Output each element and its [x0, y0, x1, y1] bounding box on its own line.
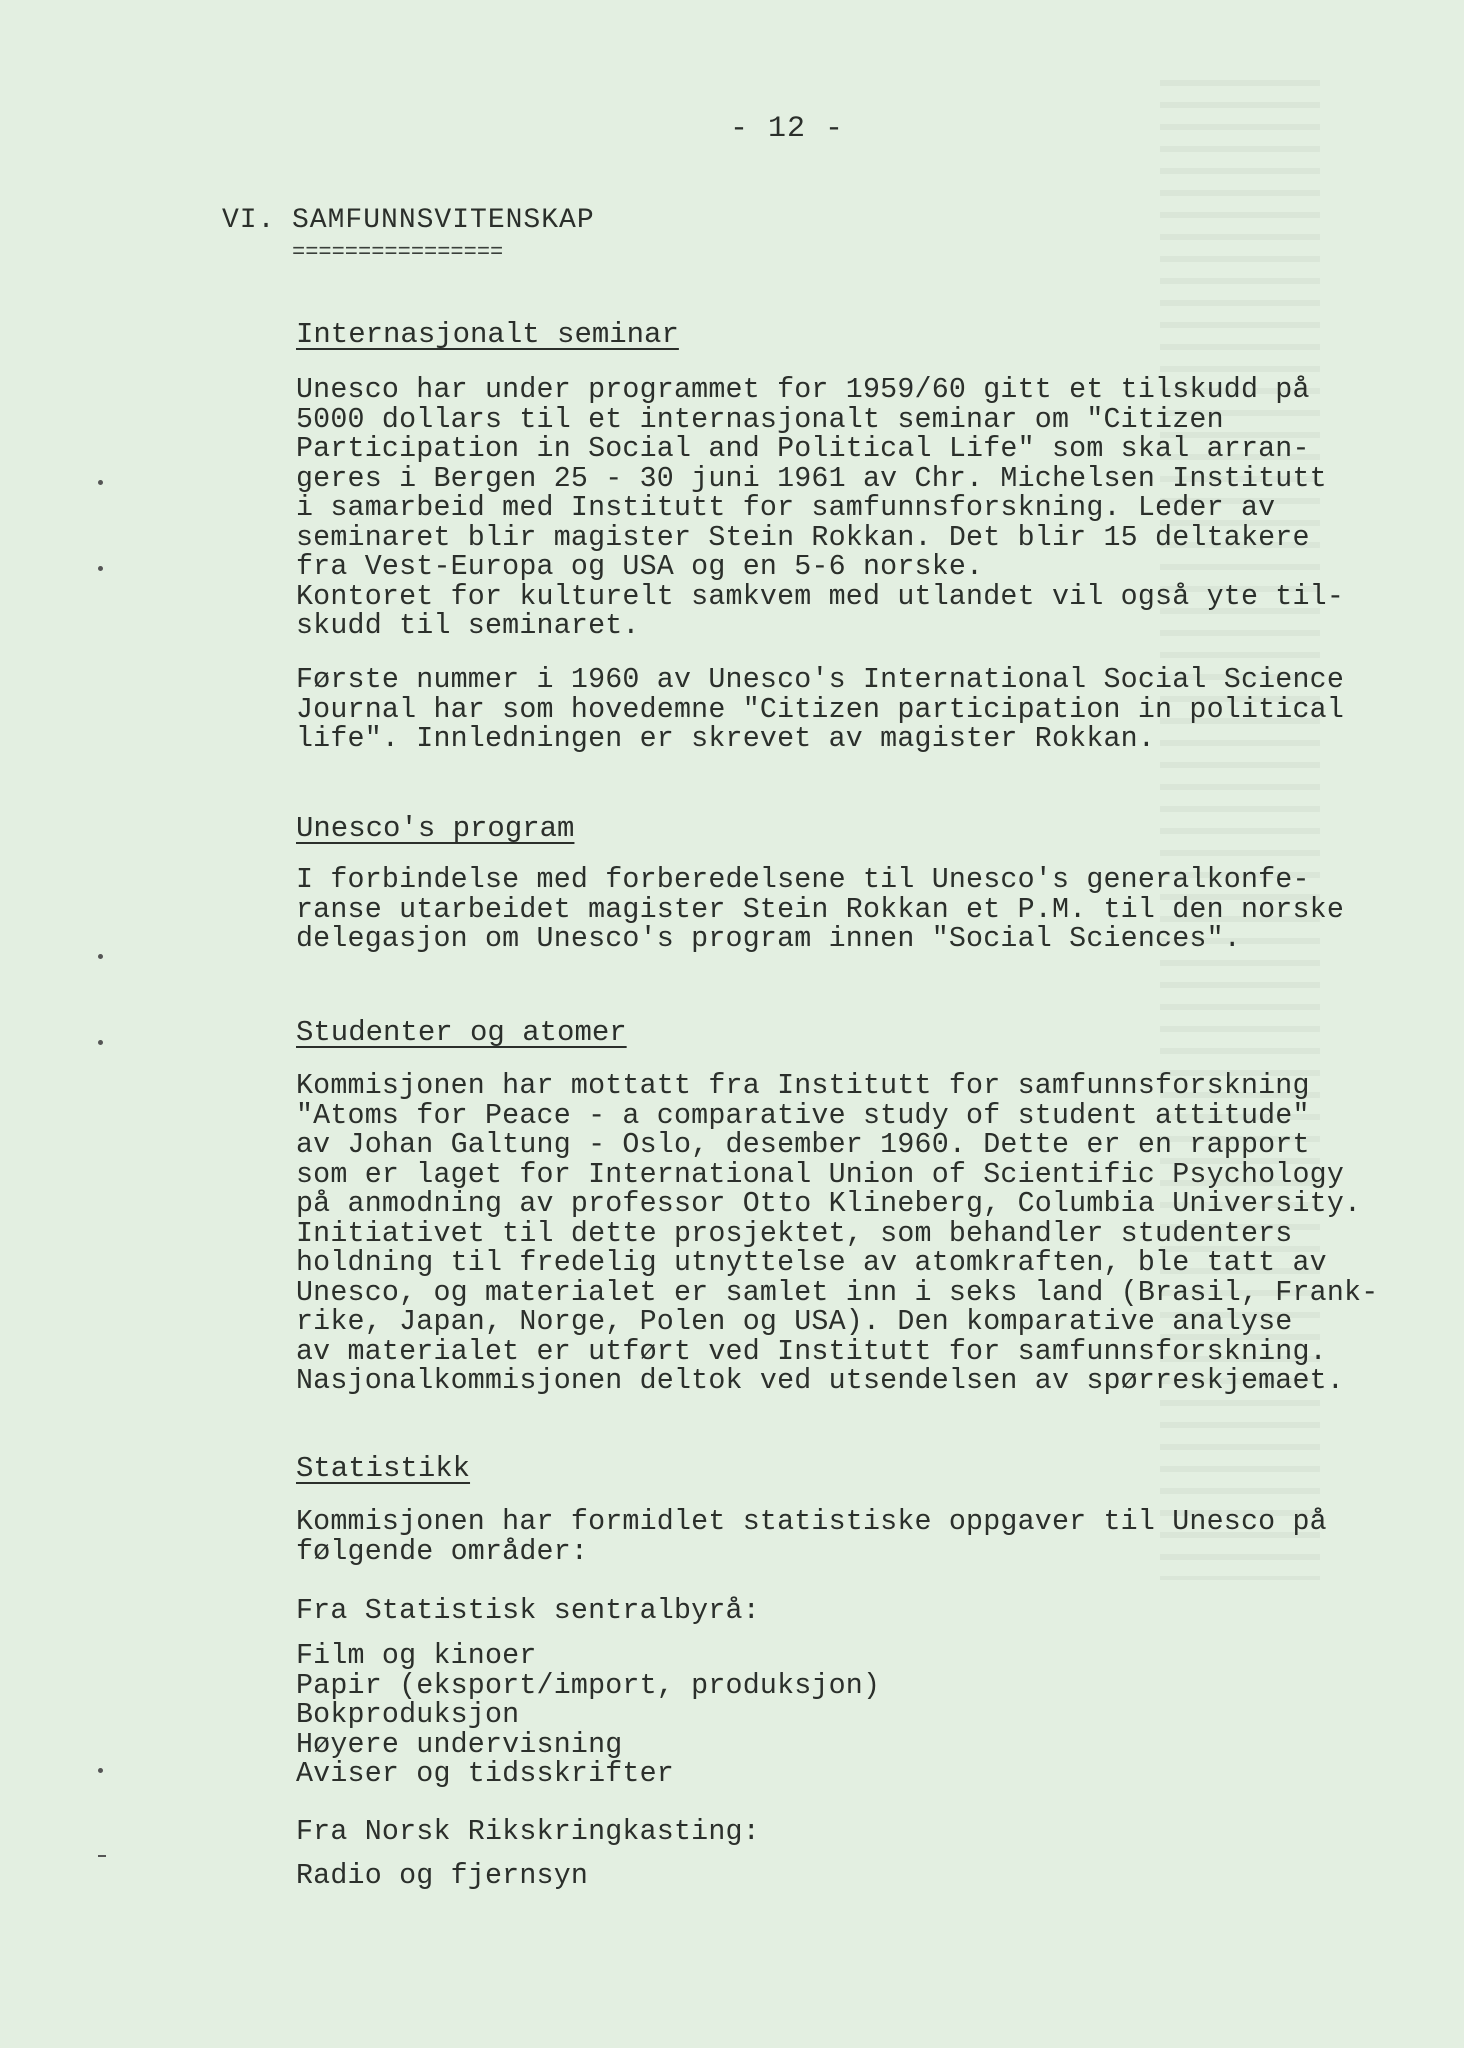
paragraph-seminar: Unesco har under programmet for 1959/60 gitt et tilskudd på 5000 dollars til et internasjonalt seminar om "Citizen Participation in Social and Political Life" som skal arran- geres i Bergen 25 - 30 juni 1961 av Chr. Michelsen Institutt i samarbeid med Institutt for samfunnsforskning. Leder av seminaret blir magister Stein Rokkan. Det blir 15 deltakere fra Vest-Europa og USA og en 5-6 norske. Kontoret for kulturelt samkvem med utlandet vil også yte til- skudd til seminaret.	[296, 374, 1345, 642]
chapter-underline: ================	[292, 240, 504, 265]
paragraph-journal: Første nummer i 1960 av Unesco's International Social Science Journal har som hovedemne "Citizen participation in political life". Innledningen er skrevet av magister Rokkan.	[296, 664, 1345, 755]
margin-mark	[98, 1855, 106, 1857]
section-heading-internasjonalt-seminar: Internasjonalt seminar	[296, 318, 679, 351]
section-heading-unescos-program: Unesco's program	[296, 812, 575, 845]
margin-mark	[98, 954, 103, 959]
list-statistics-areas: Film og kinoer Papir (eksport/import, produksjon) Bokproduksjon Høyere undervisning Aviser og tidsskrifter	[296, 1640, 881, 1790]
chapter-number: VI.	[222, 205, 276, 236]
margin-mark	[98, 1040, 103, 1045]
paragraph-program: I forbindelse med forberedelsene til Unesco's generalkonfe- ranse utarbeidet magister Stein Rokkan et P.M. til den norske delegasjon om Unesco's program innen "Social Sciences".	[296, 864, 1345, 955]
margin-mark	[98, 480, 103, 485]
source-norsk-rikskringkasting: Fra Norsk Rikskringkasting:	[296, 1816, 760, 1848]
list-broadcast-areas: Radio og fjernsyn	[296, 1860, 589, 1892]
chapter-heading	[222, 205, 595, 236]
paragraph-statistikk-intro: Kommisjonen har formidlet statistiske oppgaver til Unesco på følgende områder:	[296, 1506, 1327, 1568]
chapter-title: SAMFUNNSVITENSKAP	[292, 205, 595, 236]
section-heading-studenter-og-atomer: Studenter og atomer	[296, 1016, 627, 1049]
section-heading-statistikk: Statistikk	[296, 1452, 471, 1485]
source-statistisk-sentralbyra: Fra Statistisk sentralbyrå:	[296, 1595, 760, 1627]
margin-mark	[98, 566, 103, 571]
page-number: - 12 -	[730, 112, 845, 146]
paragraph-atoms-for-peace: Kommisjonen har mottatt fra Institutt for samfunnsforskning "Atoms for Peace - a comparative study of student attitude" av Johan Galtung - Oslo, desember 1960. Dette er en rapport som er laget for International Union of Scientific Psychology på anmodning av professor Otto Klineberg, Columbia University. Initiativet til dette prosjektet, som behandler studenters holdning til fredelig utnyttelse av atomkraften, ble tatt av Unesco, og materialet er samlet inn i seks land (Brasil, Frank- rike, Japan, Norge, Polen og USA). Den komparative analyse av materialet er utført ved Institutt for samfunnsforskning. Nasjonalkommisjonen deltok ved utsendelsen av spørreskjemaet.	[296, 1070, 1379, 1397]
margin-mark	[98, 1768, 103, 1773]
